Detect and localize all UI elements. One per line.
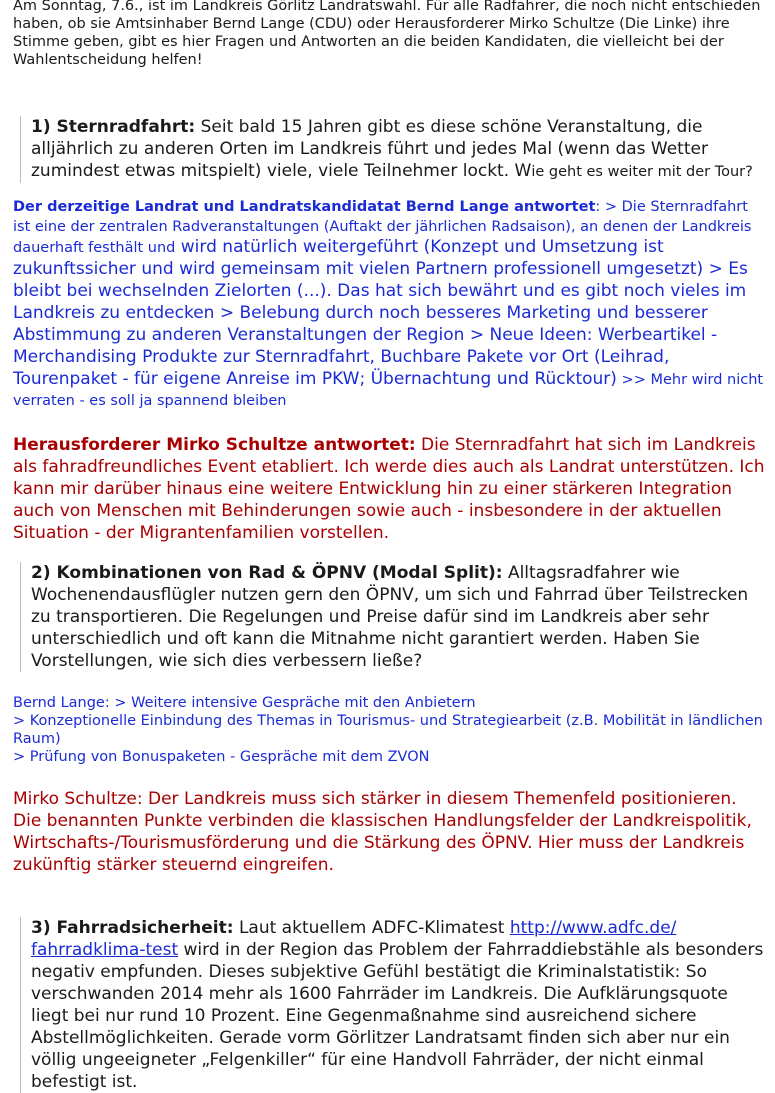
question-1-text-small: ie geht es weiter mit der Tour? (531, 164, 753, 180)
answer-2-lange-line-3: > Prüfung von Bonuspaketen - Gespräche mit dem ZVON (13, 749, 430, 765)
intro-paragraph: Am Sonntag, 7.6., ist im Landkreis Görlitz Landratswahl. Für alle Radfahrer, die noch nicht entschieden haben, ob sie Amtsinhaber Bernd Lange (CDU) oder Herausforderer Mirko Schultze (Die Linke) ihre Stimme geben, gibt es hier Fragen und Antworten an die beiden Kandidaten, die vielleicht bei der Wahlentscheidung helfen! (13, 0, 761, 68)
adfc-link[interactable]: http://www.adfc.de/ fahrradklima-test (31, 918, 677, 960)
question-1-text: Seit bald 15 Jahren gibt es diese schöne Veranstaltung, die alljährlich zu anderen Orten im Landkreis führt und jedes Mal (wenn das Wetter zumindest etwas mitspielt) viele, viele Teilnehmer lockt. W (31, 117, 708, 181)
answer-2-lange-line-1: Bernd Lange: > Weitere intensive Gespräche mit den Anbietern (13, 695, 476, 711)
answer-1-lange-small-1: : > Die Sternradfahrt ist eine der zentralen Radveranstaltungen (Auftakt der jährlichen Radsaison), an denen der Landkreis dauerhaft festhält und (13, 199, 752, 256)
question-2-label: 2) Kombinationen von Rad & ÖPNV (Modal Split): (31, 563, 503, 583)
question-1-label: 1) Sternradfahrt: (31, 117, 196, 137)
answer-1-schultze-text: Die Sternradfahrt hat sich im Landkreis als fahradfreundliches Event etabliert. Ich werde dies auch als Landrat unterstützen. Ich kann mir darüber hinaus eine weitere Entwicklung hin zu einer stärkeren Integration auch von Menschen mit Behinderungen sowie auch - insbesondere in der aktuellen Situation - der Migrantenfamilien vorstellen. (13, 435, 765, 543)
answer-2-lange (13, 694, 765, 766)
question-1 (20, 116, 765, 183)
question-3-text-after: wird in der Region das Problem der Fahrraddiebstähle als besonders negativ empfunden. Dieses subjektive Gefühl bestätigt die Kriminalstatistik: So verschwanden 2014 mehr als 1600 Fahrräder im Landkreis. Die Aufklärungsquote liegt bei nur rund 10 Prozent. Eine Gegenmaßnahme sind ausreichend sichere Abstellmöglichkeiten. Gerade vorm Görlitzer Landratsamt finden sich aber nur ein völlig ungeeigneter „Felgenkiller“ für eine Handvoll Fahrräder, der nicht einmal befestigt ist. (31, 940, 764, 1092)
answer-1-schultze (13, 434, 765, 544)
question-3 (20, 917, 765, 1093)
question-3-label: 3) Fahrradsicherheit: (31, 918, 234, 938)
answer-2-schultze: Mirko Schultze: Der Landkreis muss sich stärker in diesem Themenfeld positionieren. Die benannten Punkte verbinden die klassischen Handlungsfelder der Landkreispolitik, Wirtschafts-/Tourismusförderung und die Stärkung des ÖPNV. Hier muss der Landkreis zukünftig stärker steuernd eingreifen. (13, 789, 752, 875)
answer-1-lange-small-2: >> Mehr wird nicht verraten - es soll ja spannend bleiben (13, 372, 764, 409)
article (13, 0, 765, 1093)
question-2 (20, 562, 765, 672)
answer-2-lange-line-2: > Konzeptionelle Einbindung des Themas in Tourismus- und Strategiearbeit (z.B. Mobilität in ländlichen Raum) (13, 713, 763, 747)
answer-1-lange-main: wird natürlich weitergeführt (Konzept und Umsetzung ist zukunftssicher und wird gemeinsam mit vielen Partnern professionell umgesetzt) > Es bleibt bei wechselnden Zielorten (...). Das hat sich bewährt und es gibt noch vieles im Landkreis zu entdecken > Belebung durch noch besseres Marketing und besserer Abstimmung zu anderen Veranstaltungen der Region > Neue Ideen: Werbeartikel - Merchandising Produkte zur Sternradfahrt, Buchbare Pakete vor Ort (Leihrad, Tourenpaket - für eigene Anreise im PKW; Übernachtung und Rücktour) (13, 237, 748, 389)
answer-1-schultze-label: Herausforderer Mirko Schultze antwortet: (13, 435, 416, 455)
question-3-text-before: Laut aktuellem ADFC-Klimatest (233, 918, 510, 938)
question-2-text: Alltagsradfahrer wie Wochenendausflügler nutzen gern den ÖPNV, um sich und Fahrrad über Teilstrecken zu transportieren. Die Regelungen und Preise dafür sind im Landkreis aber sehr unterschiedlich und oft kann die Mitnahme nicht garantiert werden. Haben Sie Vorstellungen, wie sich dies verbessern ließe? (31, 563, 749, 671)
answer-1-lange (13, 196, 765, 410)
answer-1-lange-label: Der derzeitige Landrat und Landratskandidatat Bernd Lange antwortet (13, 199, 596, 215)
